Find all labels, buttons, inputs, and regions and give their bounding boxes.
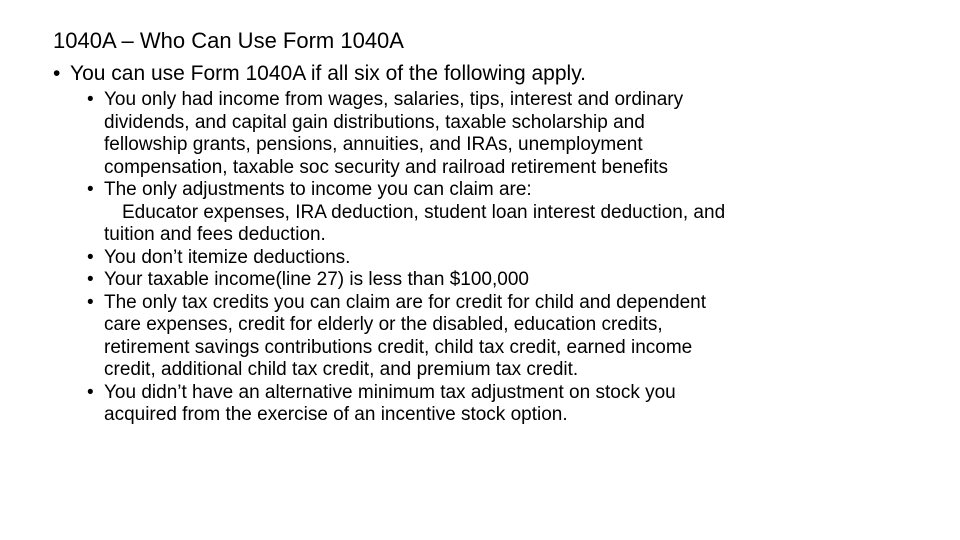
item-line: fellowship grants, pensions, annuities, and IRAs, unemployment bbox=[104, 134, 643, 155]
intro-bullet bbox=[53, 61, 586, 87]
detail-line: Educator expenses, IRA deduction, student loan interest deduction, and bbox=[122, 201, 726, 223]
item-line: The only tax credits you can claim are for credit for child and dependent bbox=[104, 291, 706, 313]
bullet-icon: • bbox=[87, 179, 94, 200]
item-line: You don’t itemize deductions. bbox=[104, 246, 351, 268]
item-line: compensation, taxable soc security and railroad retirement benefits bbox=[104, 156, 668, 178]
condition-no-itemize bbox=[87, 247, 947, 270]
condition-taxable-income bbox=[87, 269, 947, 292]
item-line: credit, additional child tax credit, and premium tax credit. bbox=[104, 359, 579, 380]
conditions-list bbox=[87, 89, 947, 427]
condition-tax-credits bbox=[87, 292, 947, 382]
bullet-icon: • bbox=[87, 246, 94, 268]
condition-amt-adjustment bbox=[87, 382, 947, 427]
bullet-icon: • bbox=[87, 269, 94, 290]
item-line: You didn’t have an alternative minimum tax adjustment on stock you bbox=[104, 381, 676, 403]
bullet-icon: • bbox=[87, 291, 94, 313]
item-line: acquired from the exercise of an incentive stock option. bbox=[104, 404, 568, 425]
item-line: retirement savings contributions credit, child tax credit, earned income bbox=[104, 336, 693, 358]
intro-text: You can use Form 1040A if all six of the following apply. bbox=[70, 62, 586, 85]
bullet-icon: • bbox=[87, 89, 94, 110]
item-line: dividends, and capital gain distributions, taxable scholarship and bbox=[104, 111, 645, 133]
adjustments-detail bbox=[87, 202, 947, 247]
bullet-icon: • bbox=[53, 62, 61, 85]
item-line: care expenses, credit for elderly or the disabled, education credits, bbox=[104, 314, 663, 335]
item-line: Your taxable income(line 27) is less than $100,000 bbox=[104, 269, 529, 290]
slide-title: 1040A – Who Can Use Form 1040A bbox=[53, 28, 404, 53]
condition-income-sources bbox=[87, 89, 947, 179]
item-line: The only adjustments to income you can claim are: bbox=[104, 179, 532, 200]
item-line: You only had income from wages, salaries, tips, interest and ordinary bbox=[104, 89, 684, 110]
detail-line: tuition and fees deduction. bbox=[104, 224, 326, 245]
bullet-icon: • bbox=[87, 381, 94, 403]
condition-adjustments bbox=[87, 179, 947, 202]
